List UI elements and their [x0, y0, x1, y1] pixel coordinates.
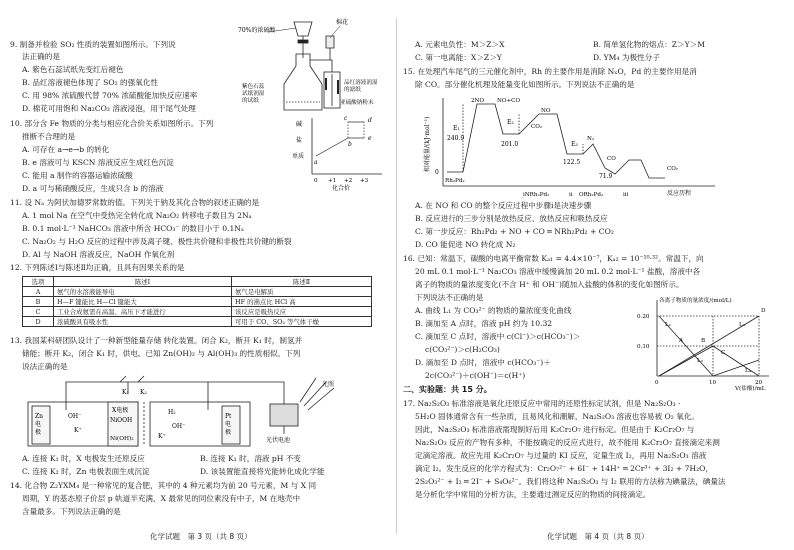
- table-cell: C: [23, 307, 54, 317]
- q13-zn-label-2: 电: [35, 421, 42, 428]
- q13-zn-label: Zn: [35, 413, 44, 420]
- q16-y-020: 0.20: [637, 314, 650, 320]
- q15-s4: NO: [541, 108, 551, 114]
- q16-point-b: B: [701, 338, 706, 344]
- page-divider: [396, 18, 397, 534]
- q14-line: 周期，Y 的基态原子价层 p 轨道半充满，X 最常见的同位素没有中子，M 在地壳中: [22, 494, 301, 503]
- q17-line: 17. Na₂S₂O₃ 标准溶液是氧化还原反应中常用的还原性标定试剂，但是 Na₂S₂O₃ ·: [403, 399, 681, 408]
- q16-ylabel: 各离子物质的量浓度/(mol/L): [659, 298, 732, 304]
- q13-option-d: D. 该装置能直接将光能转化成化学能: [200, 467, 325, 476]
- q14-line: 14. 化合物 Z₂YXM₄ 是一种常见的复合肥，其中的 4 种元素均为前 20 号元素，M 与 X 同: [10, 481, 317, 490]
- q10-point-e: e: [368, 135, 372, 142]
- q13-pt-label-3: 极: [225, 429, 232, 436]
- q9-option-d: D. 棉花可用饱和 Na₂CO₃ 溶液浸泡，用于尾气处理: [22, 104, 196, 113]
- table-cell: 浓硫酸具有吸水性: [54, 317, 232, 327]
- table-header-row: [23, 277, 372, 287]
- q16-point-d: D: [761, 308, 766, 314]
- q15-s8: ⅱ: [569, 192, 573, 198]
- q9-option-a: A. 紫色石蕊试纸先变红后褪色: [22, 65, 124, 74]
- q15-e1: E₁: [453, 125, 460, 132]
- q16-l1: L₁: [665, 322, 671, 328]
- q15-e2: E₂: [507, 119, 514, 126]
- q15-line: 15. 在处理汽车尾气的三元催化剂中，Rh 的主要作用是消除 NₓO，Pd 的主要作用是消: [403, 67, 697, 76]
- q13-kplus-left: K⁺: [74, 427, 82, 434]
- q15-v2: 201.0: [501, 141, 519, 148]
- q10-option-a: A. 可存在 a→e→b 的转化: [22, 145, 110, 154]
- q13-oh-left: OH⁻: [68, 413, 82, 420]
- q16-option-a: A. 曲线 L₁ 为 CO₃²⁻ 的物质的量浓度变化曲线: [415, 306, 572, 315]
- table-cell: 工业合成氨需在高温、高压下才能进行: [54, 307, 232, 317]
- table-cell: B: [23, 297, 54, 307]
- q13-light: 光照: [322, 381, 335, 388]
- table-row: [23, 297, 372, 307]
- q13-option-c: C. 连接 K₂ 时，Zn 电极表面生成沉淀: [22, 467, 150, 476]
- q10-x-1: +1: [328, 178, 337, 184]
- q10-point-b: b: [348, 141, 352, 148]
- q14-option-b: B. 简单氢化物的熔点：Z＞Y＞M: [593, 40, 706, 49]
- q13-kplus-right: K⁺: [158, 433, 166, 440]
- q15-line: 除 CO。部分催化机理及能量变化如图所示。下列说法不正确的是: [415, 80, 635, 89]
- table-cell: A: [23, 287, 54, 297]
- q9-apparatus-diagram: [236, 14, 392, 124]
- q16-line: 下列说法不正确的是: [415, 293, 484, 302]
- q11-option-d: D. Al 与 NaOH 溶液反应，NaOH 作氧化剂: [22, 250, 175, 259]
- table-cell: 氨气是电解质: [232, 287, 372, 297]
- q10-x-3: +3: [360, 178, 369, 184]
- q15-s7: ⅰNRh₂Pd₂: [523, 192, 550, 198]
- q9-label-cotton: 棉花: [336, 19, 349, 26]
- q15-option-d: D. CO 能促进 NO 转化成 N₂: [415, 240, 516, 249]
- q14-line: 含量最多。下列说法正确的是: [22, 507, 121, 516]
- q15-s5: N₂: [587, 136, 595, 142]
- q16-option-c-cont: c(CO₃²⁻)＞c(H₂CO₃): [415, 345, 500, 354]
- q16-option-d: D. 滴加至 D 点时，溶液中 c(HCO₃⁻)＋: [415, 358, 551, 367]
- q9-label-litmus: 紫色石蕊: [242, 84, 265, 90]
- page-footer-4: 化学试题 第 4 页（共 8 页）: [547, 532, 649, 541]
- q15-option-a: A. 在 NO 和 CO 的整个反应过程中步骤ⅰ是决速步骤: [415, 201, 592, 210]
- section-2-heading: 二、实验题：共 15 分。: [403, 385, 492, 394]
- q15-ylabel: 相对能量/(kJ·mol⁻¹): [424, 116, 431, 172]
- q9-line: 法正确的是: [22, 52, 60, 61]
- q10-valence-chart: [292, 112, 388, 192]
- q9-label-acid: 70%的浓硫酸: [238, 27, 276, 34]
- q15-s0: Rh₂Pd₂: [445, 178, 465, 184]
- table-row: [23, 287, 372, 297]
- q16-line: 离子的物质的量浓度变化(不含 H⁺ 和 OH⁻)随加入盐酸的体积的变化如图所示。: [415, 280, 684, 289]
- q10-xlabel: 化合价: [332, 185, 351, 192]
- q15-v5: 0: [435, 169, 439, 176]
- q16-l4: L₄: [745, 368, 751, 374]
- q15-v3: 122.5: [563, 159, 581, 166]
- q9-label-litmus-3: 的试纸: [242, 98, 259, 104]
- q10-x-0: 0: [314, 178, 318, 184]
- q13-option-a: A. 连接 K₁ 时，X 电极发生还原反应: [22, 454, 145, 463]
- q16-x-0: 0: [655, 380, 659, 386]
- q17-line: 2S₂O₃²⁻ + I₂ ═ 2I⁻ + S₄O₆²⁻。我们将这种 Na₂S₂O₃ 与 I₂ 联用的方法称为碘量法，碘量法: [415, 477, 726, 486]
- q13-pt-label: Pt: [225, 413, 232, 420]
- q10-x-2: +2: [344, 178, 353, 184]
- q13-line: 储能；断开 K₂，闭合 K₁ 时，供电。已知 Zn(OH)₂ 与 Al(OH)₃ 的性质相似。下列: [22, 349, 301, 358]
- q11-option-a: A. 1 mol Na 在空气中受热完全转化成 Na₂O₂ 转移电子数目为 2Nₐ: [22, 211, 252, 220]
- table-header: 选项: [23, 277, 54, 287]
- q15-energy-diagram: [419, 94, 719, 198]
- q17-line: 是分析化学中常用的分析方法，主要通过测定反应的物质的间接滴定。: [415, 490, 651, 499]
- q9-line: 9. 制备并检验 SO₂ 性质的装置如图所示。下列说: [10, 40, 176, 49]
- table-cell: D: [23, 317, 54, 327]
- q16-xlabel: V(盐酸)/mL: [735, 386, 766, 392]
- reaction-flask: [284, 54, 322, 110]
- q10-option-b: B. e 溶液可与 KSCN 溶液反应生成红色沉淀: [22, 158, 174, 167]
- q10-point-a: a: [314, 159, 318, 166]
- q10-option-d: D. a 可与稀硝酸反应，生成只含 b 的溶液: [22, 184, 164, 193]
- q13-option-b: B. 连接 K₁ 时，溶液 pH 不变: [200, 454, 302, 463]
- table-cell: 氨气的水溶液能导电: [54, 287, 232, 297]
- q10-option-c: C. 能用 a 制作的容器运输浓硫酸: [22, 171, 133, 180]
- q15-v4: 71.9: [599, 173, 613, 180]
- q13-k2: K₂: [140, 389, 147, 396]
- q15-s3: CO₂: [531, 124, 543, 130]
- q10-line: 推断不合理的是: [22, 132, 76, 141]
- q10-y-salt: 盐: [296, 137, 303, 144]
- q15-v1: 240.9: [447, 135, 465, 142]
- q16-line: 20 mL 0.1 mol·L⁻¹ Na₂CO₃ 溶液中缓慢滴加 20 mL 0.2 mol·L⁻¹ 盐酸，溶液中各: [415, 267, 701, 276]
- q13-niooh: NiOOH: [110, 417, 133, 424]
- delivery-tube: [310, 36, 340, 108]
- q11-option-b: B. 0.1 mol·L⁻¹ NaHCO₃ 溶液中所含 HCO₃⁻ 的数目小于 0.1Nₐ: [22, 224, 244, 233]
- dropping-funnel: [294, 22, 312, 58]
- page-footer-3: 化学试题 第 3 页（共 8 页）: [150, 532, 252, 541]
- q13-k1: K₁: [122, 389, 129, 396]
- q9-label-fuchsin: 品红溶液润湿: [344, 80, 378, 86]
- q10-y-element: 单质: [292, 153, 305, 160]
- q13-line: 13. 我国某科研团队设计了一种新型能量存储 转化装置。闭合 K₂，断开 K₁ 时，制氢并: [10, 336, 303, 345]
- q15-e3: E₃: [571, 141, 578, 148]
- q16-option-b: B. 滴加至 A 点时，溶液 pH 约为 10.32: [415, 319, 553, 328]
- q17-line: 定滴定溶液。故应先用 K₂Cr₂O₇ 与过量的 KI 反应，定量生成 I₂，再用 Na₂S₂O₃ 溶液: [415, 451, 707, 460]
- q13-h2: H₂: [168, 409, 176, 416]
- q13-cell: 光伏电池: [266, 437, 291, 444]
- q16-l2: L₂: [697, 358, 703, 364]
- q15-s1: 2NO: [471, 98, 485, 104]
- q9-option-c: C. 用 98% 浓硫酸代替 70% 浓硫酸能加快反应速率: [22, 91, 198, 100]
- table-cell: H—F 键能比 H—Cl 键能大: [54, 297, 232, 307]
- q15-s2: NO+CO: [497, 98, 521, 104]
- curve-l4: [713, 360, 759, 376]
- q15-s6: CO: [607, 156, 616, 162]
- q17-line: 滴定 I₂。发生反应的化学方程式为：Cr₂O₇²⁻ + 6I⁻ + 14H⁺ ═ 2Cr³⁺ + 3I₂ + 7H₂O，: [415, 464, 713, 473]
- q17-line: Na₂S₂O₃ 反应的产物有多种，不能按确定的反应式进行，故不能用 K₂Cr₂O₇ 直接滴定来测: [415, 438, 720, 447]
- q16-x-10: 10: [709, 380, 717, 386]
- table-cell: 该反应是吸热反应: [232, 307, 372, 317]
- q15-option-b: B. 反应进行的三步分别是放热反应、放热反应和吸热反应: [415, 214, 608, 223]
- q13-oh-right: OH⁻: [172, 423, 186, 430]
- q16-concentration-chart: [629, 296, 789, 392]
- q17-line: 因此，Na₂S₂O₃ 标准溶液需现制好后用 K₂Cr₂O₇ 进行标定。但是由于 K₂Cr₂O₇ 与: [415, 425, 695, 434]
- q16-option-c: C. 滴加至 C 点时，溶液中 c(Cl⁻)＞c(HCO₃⁻)＞: [415, 332, 581, 341]
- q14-option-d: D. YM₄ 为极性分子: [593, 53, 660, 62]
- q17-line: 5H₂O 固体通常含有一些杂质，且易风化和潮解，Na₂S₂O₃ 溶液也容易被 O₂ 氧化。: [415, 412, 700, 421]
- q10-point-c: c: [344, 115, 348, 122]
- q15-option-c: C. 第一步反应：Rh₂Pd₂ + NO + CO ═ NRh₂Pd₂ + CO₂: [415, 227, 614, 236]
- q16-option-d-cont: 2c(CO₃²⁻)＋c(OH⁻)＝c(H⁺): [415, 371, 526, 380]
- q15-xlabel: 反应历程: [667, 190, 692, 197]
- table-row: [23, 307, 372, 317]
- q16-l3: L₃: [739, 322, 745, 328]
- q13-x-label: X电极: [112, 407, 129, 414]
- q10-y-base: 碱: [296, 121, 303, 128]
- q16-point-a: A: [679, 338, 684, 344]
- q13-zn-label-3: 极: [35, 429, 42, 436]
- q14-option-a: A. 元素电负性：M＞Z＞X: [415, 40, 505, 49]
- q9-label-solid: 亚硫酸钠粉末: [340, 100, 374, 106]
- q13-device-diagram: [22, 374, 372, 450]
- table-header: 陈述Ⅰ: [54, 277, 232, 287]
- q11-line: 11. 设 Nₐ 为阿伏加德罗常数的值。下列关于钠及其化合物的叙述正确的是: [10, 198, 260, 207]
- table-row: [23, 317, 372, 327]
- q15-s10: ⅲ: [623, 192, 629, 198]
- q10-point-d: d: [368, 117, 372, 124]
- table-header: 陈述Ⅱ: [232, 277, 372, 287]
- q13-line: 说法正确的是: [22, 362, 68, 371]
- q9-label-litmus-2: 试纸润湿: [242, 91, 265, 97]
- q16-point-c: C: [721, 350, 726, 356]
- q10-line: 10. 部分含 Fe 物质的分类与相应化合价关系如图所示。下列: [10, 119, 214, 128]
- table-cell: 可用于 CO、SO₂ 等气体干燥: [232, 317, 372, 327]
- q14-option-c: C. 第一电离能：X＞Z＞Y: [415, 53, 502, 62]
- table-cell: HF 的沸点比 HCl 高: [232, 297, 372, 307]
- q13-nioh: Ni(OH)₂: [110, 436, 134, 442]
- q11-option-c: C. Na₂O₂ 与 H₂O 反应的过程中涉及离子键、极性共价键和非极性共价键的断裂: [22, 237, 292, 246]
- q9-label-fuchsin-2: 的滤纸: [344, 87, 361, 93]
- q16-y-010: 0.10: [637, 344, 650, 350]
- q12-title: 12. 下列陈述Ⅰ与陈述Ⅱ均正确，且具有因果关系的是: [10, 263, 185, 272]
- q16-x-20: 20: [755, 380, 763, 386]
- q15-s9: ORh₂Pd₂: [579, 192, 604, 198]
- q9-option-b: B. 品红溶液褪色体现了 SO₂ 的强氧化性: [22, 78, 159, 87]
- q12-table: [22, 276, 372, 327]
- q15-s11: CO₂: [667, 166, 679, 172]
- q13-pt-label-2: 电: [225, 421, 232, 428]
- q16-line: 16. 已知：常温下，碳酸的电离平衡常数 Kₐ₁ = 4.4×10⁻⁷，Kₐ₂ = 10⁻¹⁰·³²。常温下，向: [403, 254, 704, 263]
